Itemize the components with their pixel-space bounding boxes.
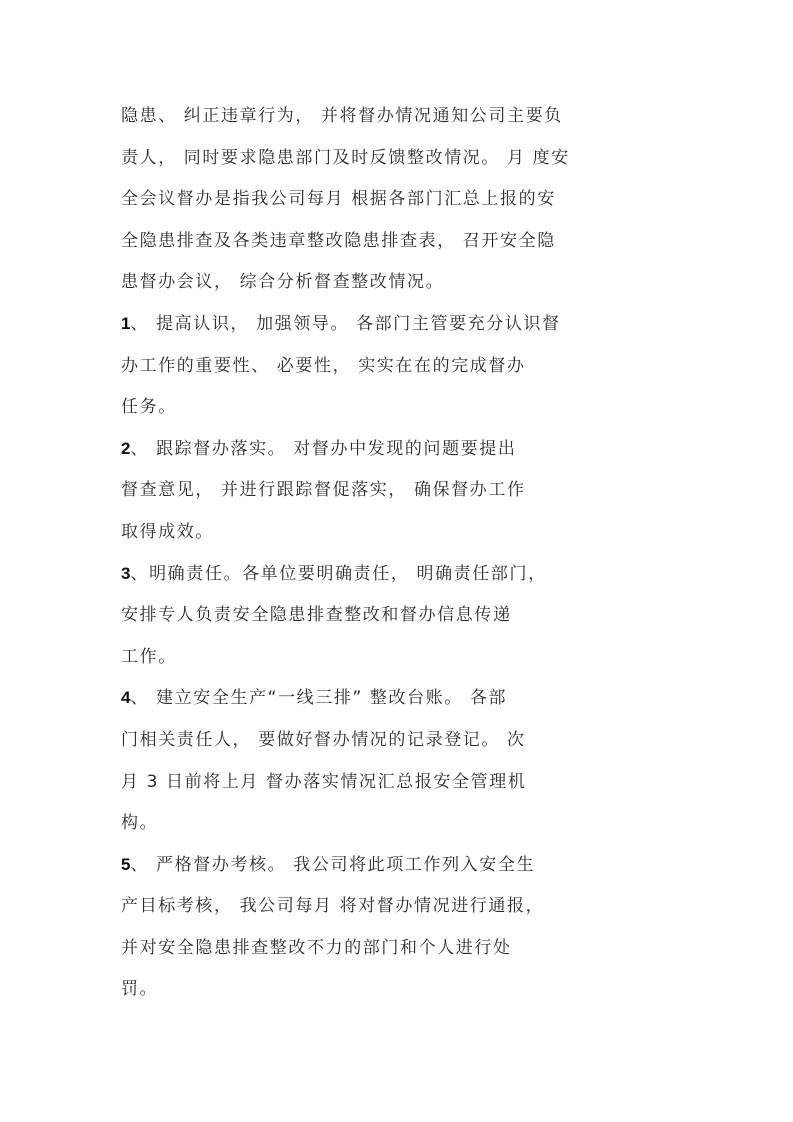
line-text: 门相关责任人， 要做好督办情况的记录登记。 次 <box>121 729 526 750</box>
paragraph-line <box>121 350 591 392</box>
paragraph-line <box>121 807 591 849</box>
paragraph-line <box>121 391 591 433</box>
line-text: 取得成效。 <box>121 521 214 542</box>
paragraph-line <box>121 724 591 766</box>
line-text: 隐患、 纠正违章行为， 并将督办情况通知公司主要负 <box>121 106 563 126</box>
line-text: 任务。 <box>121 397 177 418</box>
line-text: 督查意见， 并进行跟踪督促落实， 确保督办工作 <box>121 480 526 501</box>
list-item-line <box>121 308 591 350</box>
paragraph-line <box>121 766 591 808</box>
line-text: 、 提高认识， 加强领导。 各部门主管要充分认识督 <box>130 313 561 334</box>
line-text: 构。 <box>121 813 159 834</box>
line-text: 、明确责任。各单位要明确责任， 明确责任部门， <box>130 563 547 584</box>
line-text: 、 严格督办考核。 我公司将此项工作列入安全生 <box>130 854 536 875</box>
line-text: 并对安全隐患排查整改不力的部门和个人进行处 <box>121 937 512 958</box>
list-item-line <box>121 433 591 475</box>
line-text: 、 建立安全生产“一线三排” 整改台账。 各部 <box>130 688 508 709</box>
paragraph-line <box>121 973 591 1015</box>
line-text: 办工作的重要性、 必要性， 实实在在的完成督办 <box>121 355 526 376</box>
paragraph-line <box>121 599 591 641</box>
line-text: 工作。 <box>121 646 177 667</box>
line-text: 患督办会议， 综合分析督查整改情况。 <box>121 272 445 293</box>
document-body <box>121 100 591 1015</box>
paragraph-line <box>121 225 591 267</box>
paragraph-line <box>121 266 591 308</box>
line-text: 产目标考核， 我公司每月 将对督办情况进行通报， <box>121 896 545 917</box>
list-number: 4 <box>121 688 131 708</box>
list-number: 2 <box>121 438 131 458</box>
list-number: 3 <box>121 563 131 583</box>
list-item-line <box>121 849 591 891</box>
line-text: 罚。 <box>121 979 159 1000</box>
paragraph-line <box>121 890 591 932</box>
paragraph-line <box>121 474 591 516</box>
list-number: 1 <box>121 313 131 333</box>
paragraph-line <box>121 183 591 225</box>
paragraph-line <box>121 100 591 142</box>
paragraph-line <box>121 932 591 974</box>
list-number: 5 <box>121 854 131 874</box>
list-item-line <box>121 558 591 600</box>
line-text: 、 跟踪督办落实。 对督办中发现的问题要提出 <box>130 438 517 459</box>
paragraph-line <box>121 142 591 184</box>
paragraph-line <box>121 641 591 683</box>
line-text: 责人， 同时要求隐患部门及时反馈整改情况。 月 度安 <box>121 147 570 168</box>
line-text: 全隐患排查及各类违章整改隐患排查表， 召开安全隐 <box>121 230 556 251</box>
list-item-line <box>121 682 591 724</box>
paragraph-line <box>121 516 591 558</box>
line-text: 全会议督办是指我公司每月 根据各部门汇总上报的安 <box>121 189 556 210</box>
line-text: 月 3 日前将上月 督办落实情况汇总报安全管理机 <box>121 771 527 792</box>
line-text: 安排专人负责安全隐患排查整改和督办信息传递 <box>121 605 512 626</box>
